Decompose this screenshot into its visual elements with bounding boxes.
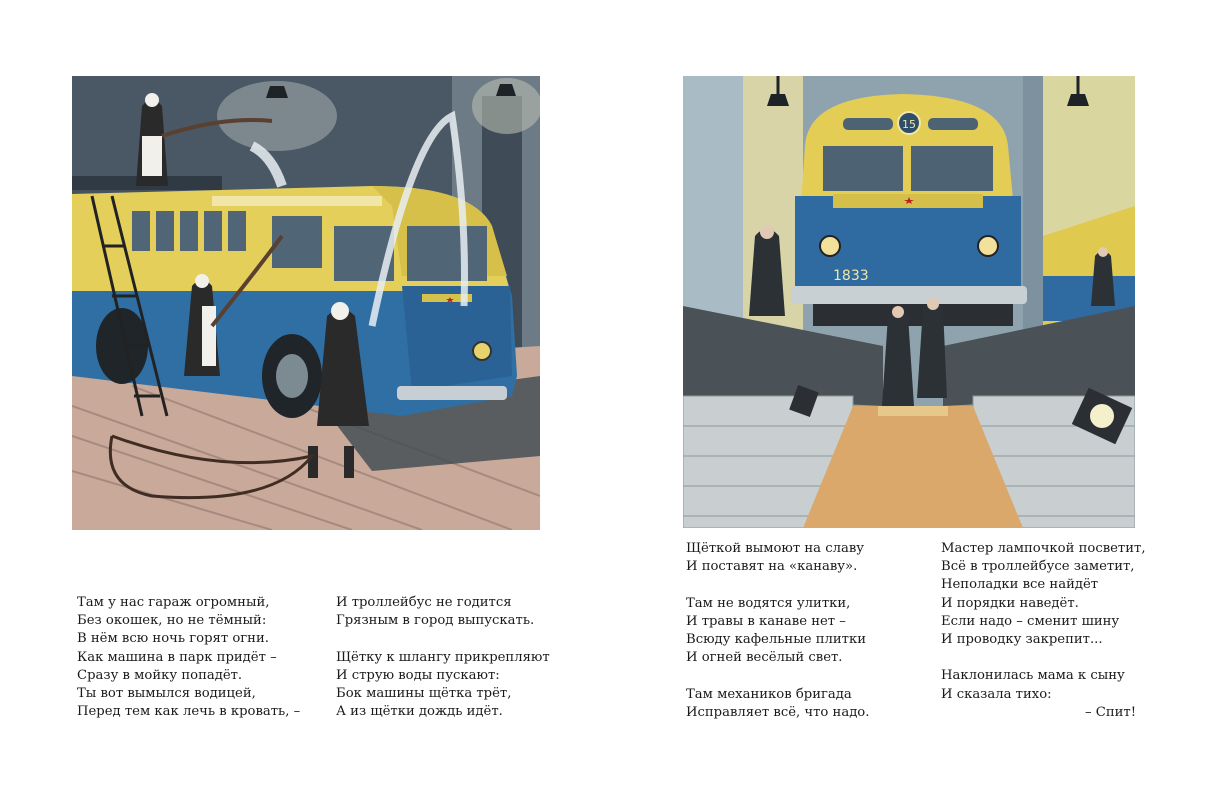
verse-line: Неполадки все найдёт [941,577,1099,593]
verse-line: Там у нас гараж огромный, [77,595,270,610]
verse-line: И поставят на «канаву». [686,559,858,575]
verse-line: Если надо – сменит шину [941,613,1120,629]
verse-line: Исправляет всё, что надо. [686,704,870,720]
illustration-inspection-pit [683,76,1135,528]
verse-line: В нём всю ночь горят огни. [77,631,269,647]
verse-line: Ты вот вымылся водицей, [77,686,256,702]
stanza-break [941,649,1136,667]
fleet-number: 1833 [833,268,869,284]
verse-line: Всё в троллейбусе заметит, [941,559,1135,575]
illustration-trolleybus-wash [72,76,540,530]
verse-line: Там механиков бригада [686,686,852,702]
verse-line: Грязным в город выпускать. [336,613,535,629]
verse-column-3 [686,540,869,722]
verse-line: Наклонилась мама к сыну [941,668,1125,684]
verse-line: А из щётки дождь идёт. [336,704,503,720]
verse-line: И сказала тихо: [941,686,1052,702]
verse-line: Бок машины щётка трёт, [336,686,512,701]
verse-line: Щётку к шлангу прикрепляют [336,649,550,665]
verse-line: Щёткой вымоют на славу [686,541,865,556]
verse-line: Там не водятся улитки, [686,595,851,611]
verse-line: Мастер лампочкой посветит, [941,541,1146,556]
verse-line: И огней весёлый свет. [686,650,843,666]
route-number: 15 [902,118,916,131]
verse-line: И струю воды пускают: [336,667,500,683]
verse-column-2 [336,594,550,721]
verse-line: И троллейбус не годится [336,595,512,610]
stanza-break [686,667,869,685]
verse-line: И проводку закрепит... [941,632,1103,648]
verse-line: Сразу в мойку попадёт. [77,667,243,683]
stanza-break [686,576,869,594]
verse-line: Как машина в парк придёт – [77,649,277,665]
verse-line: И порядки наведёт. [941,595,1079,611]
verse-line: И травы в канаве нет – [686,613,846,629]
verse-line-final: – Спит! [1084,704,1136,720]
stanza-break [336,630,550,648]
verse-line: Без окошек, но не тёмный: [77,613,267,629]
verse-column-4 [941,540,1146,722]
verse-column-1 [77,594,300,721]
verse-line: Перед тем как лечь в кровать, – [77,704,301,720]
verse-line: Всюду кафельные плитки [686,632,866,647]
